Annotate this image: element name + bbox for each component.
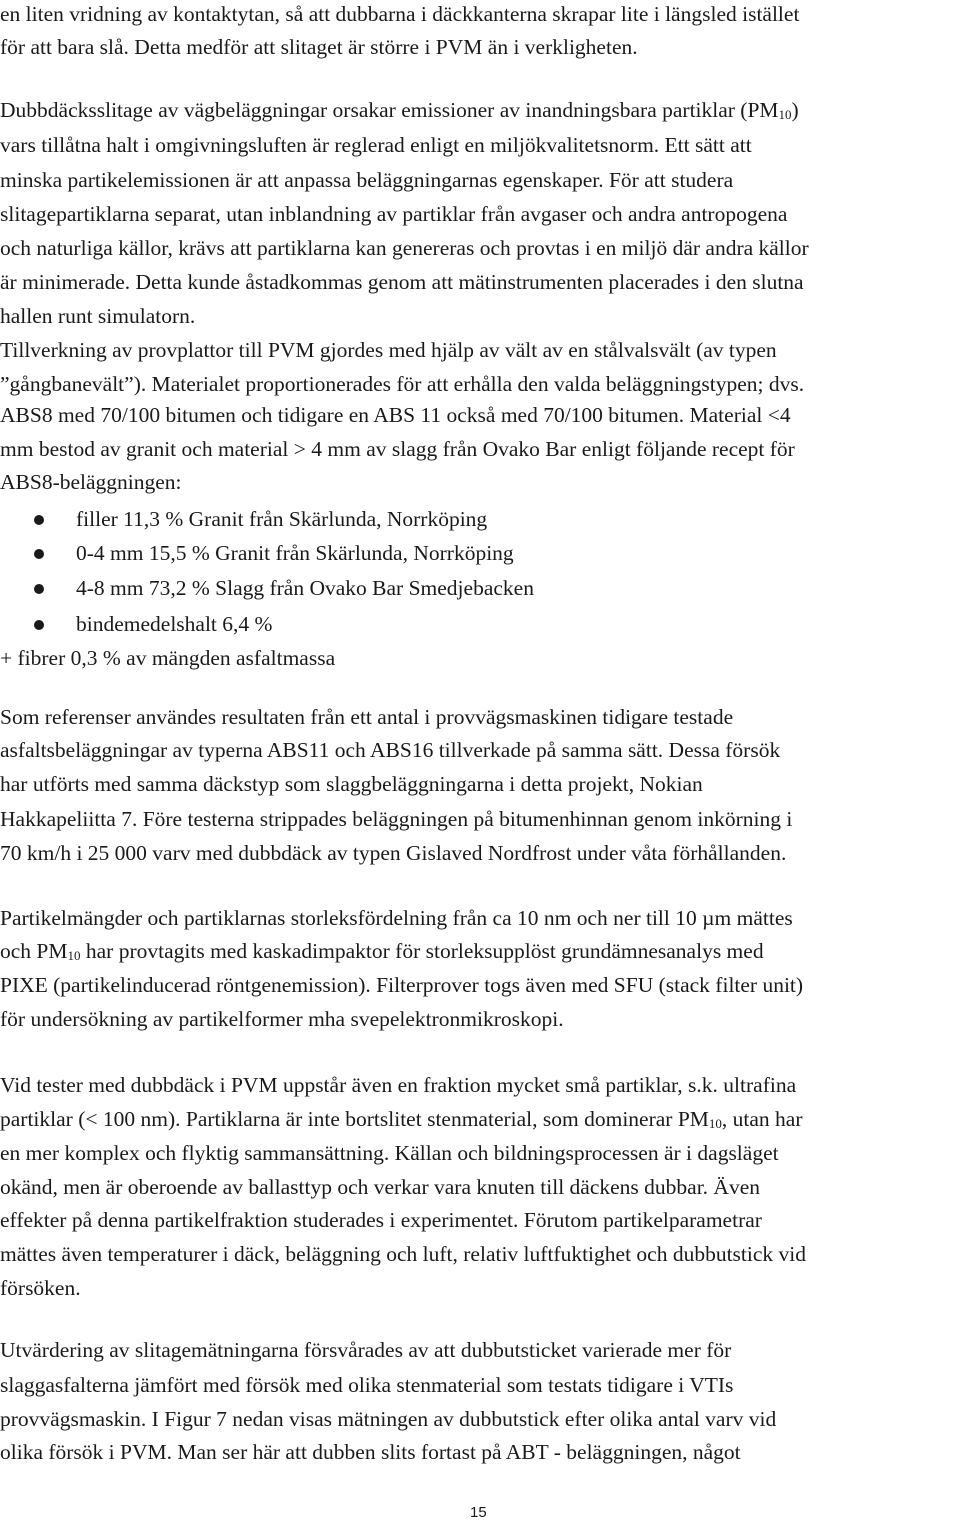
text-segment: , utan har — [721, 1107, 803, 1131]
text-segment: ) — [791, 98, 799, 122]
list-item-text: 4-8 mm 73,2 % Slagg från Ovako Bar Smedjebacken — [76, 576, 534, 600]
paragraph2-line2: vars tillåtna halt i omgivningsluften är reglerad enligt en miljökvalitetsnorm. Ett sätt att — [0, 133, 752, 157]
text-segment: har provtagits med kaskadimpaktor för storleksupplöst grundämnesanalys med — [80, 939, 764, 963]
paragraph5-line1: Vid tester med dubbdäck i PVM uppstår även en fraktion mycket små partiklar, s.k. ultrafina — [0, 1073, 797, 1097]
subscript: 10 — [67, 948, 81, 963]
subscript: 10 — [708, 1116, 722, 1131]
paragraph2-line12: ABS8-beläggningen: — [0, 470, 182, 494]
paragraph5-line4: okänd, men är oberoende av ballasttyp och verkar vara knuten till däckens dubbar. Även — [0, 1175, 760, 1199]
recipe-extra: + fibrer 0,3 % av mängden asfaltmassa — [0, 646, 336, 670]
paragraph3-line2: asfaltsbeläggningar av typerna ABS11 och ABS16 tillverkade på samma sätt. Dessa försök — [0, 738, 781, 762]
text-segment: partiklar (< 100 nm). Partiklarna är inte bortslitet stenmaterial, som dominerar PM — [0, 1107, 709, 1131]
paragraph4-line4: för undersökning av partikelformer mha svepelektronmikroskopi. — [0, 1007, 564, 1031]
paragraph5-line2 — [0, 1109, 803, 1131]
paragraph3-line5: 70 km/h i 25 000 varv med dubbdäck av typen Gislaved Nordfrost under våta förhållanden. — [0, 841, 787, 865]
paragraph6-line1: Utvärdering av slitagemätningarna försvårades av att dubbutsticket varierade mer för — [0, 1338, 732, 1362]
paragraph6-line2: slaggasfalterna jämfört med försök med olika stenmaterial som testats tidigare i VTIs — [0, 1373, 734, 1397]
paragraph4-line1: Partikelmängder och partiklarnas storleksfördelning från ca 10 nm och ner till 10 µm mättes — [0, 906, 793, 930]
paragraph2-line8: Tillverkning av provplattor till PVM gjordes med hjälp av vält av en stålvalsvält (av typen — [0, 338, 777, 362]
paragraph6-line4: olika försök i PVM. Man ser här att dubben slits fortast på ABT - beläggningen, något — [0, 1440, 741, 1464]
paragraph5-line6: mättes även temperaturer i däck, beläggning och luft, relativ luftfuktighet och dubbutstick vid — [0, 1242, 807, 1266]
list-item-text: bindemedelshalt 6,4 % — [76, 612, 273, 636]
page-number: 15 — [470, 1504, 487, 1521]
list-item-text: 0-4 mm 15,5 % Granit från Skärlunda, Norrköping — [76, 541, 514, 565]
paragraph5-line3: en mer komplex och flyktig sammansättning. Källan och bildningsprocessen är i dagsläget — [0, 1141, 779, 1165]
paragraph2-line3: minska partikelemissionen är att anpassa beläggningarnas egenskaper. För att studera — [0, 168, 734, 192]
paragraph3-line4: Hakkapeliitta 7. Före testerna strippades beläggningen på bitumenhinnan genom inkörning i — [0, 807, 793, 831]
paragraph4-line2 — [0, 941, 764, 963]
paragraph4-line3: PIXE (partikelinducerad röntgenemission). Filterprover togs även med SFU (stack filter unit) — [0, 973, 804, 997]
paragraph3-line3: har utförts med samma däckstyp som slaggbeläggningarna i detta projekt, Nokian — [0, 772, 703, 796]
list-item-text: filler 11,3 % Granit från Skärlunda, Norrköping — [76, 507, 488, 531]
paragraph5-line7: försöken. — [0, 1276, 81, 1300]
paragraph2-line11: mm bestod av granit och material > 4 mm av slagg från Ovako Bar enligt följande recept för — [0, 437, 795, 461]
paragraph3-line1: Som referenser användes resultaten från ett antal i provvägsmaskinen tidigare testade — [0, 705, 734, 729]
text-segment: och PM — [0, 939, 68, 963]
paragraph2-line4: slitagepartiklarna separat, utan inblandning av partiklar från avgaser och andra antropogena — [0, 202, 788, 226]
paragraph2-line9: ”gångbanevält”). Materialet proportionerades för att erhålla den valda beläggningstypen; dvs. — [0, 372, 805, 396]
bullet-icon — [34, 549, 44, 559]
text-segment: Dubbdäcksslitage av vägbeläggningar orsakar emissioner av inandningsbara partiklar (PM — [0, 98, 779, 122]
bullet-icon — [34, 515, 44, 525]
paragraph2-line6: är minimerade. Detta kunde åstadkommas genom att mätinstrumenten placerades i den slutna — [0, 270, 804, 294]
paragraph6-line3: provvägsmaskin. I Figur 7 nedan visas mätningen av dubbutstick efter olika antal varv vid — [0, 1407, 777, 1431]
subscript: 10 — [778, 107, 792, 122]
paragraph2-line10: ABS8 med 70/100 bitumen och tidigare en ABS 11 också med 70/100 bitumen. Material <4 — [0, 403, 791, 427]
bullet-icon — [34, 584, 44, 594]
paragraph1-line2: för att bara slå. Detta medför att slitaget är större i PVM än i verkligheten. — [0, 35, 638, 59]
paragraph2-line5: och naturliga källor, krävs att partiklarna kan genereras och provtas i en miljö där andra källor — [0, 236, 809, 260]
paragraph5-line5: effekter på denna partikelfraktion studerades i experimentet. Förutom partikelparametrar — [0, 1208, 762, 1232]
paragraph1-line1: en liten vridning av kontaktytan, så att dubbarna i däckkanterna skrapar lite i längsled istället — [0, 2, 800, 26]
bullet-icon — [34, 620, 44, 630]
paragraph2-line1 — [0, 100, 799, 122]
paragraph2-line7: hallen runt simulatorn. — [0, 304, 196, 328]
